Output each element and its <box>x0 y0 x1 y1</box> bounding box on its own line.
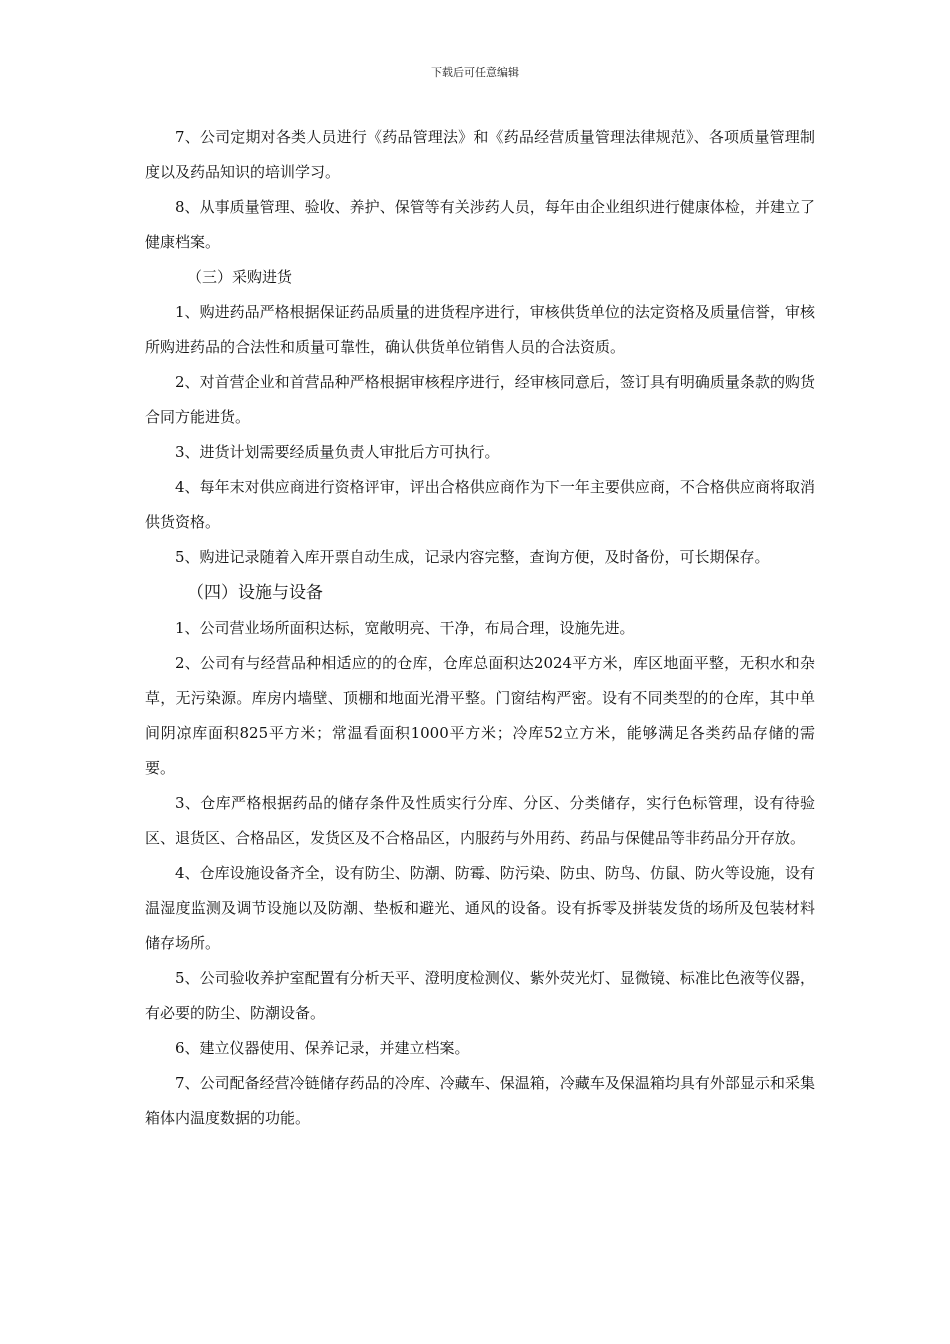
paragraph-facilities-1: 1、公司营业场所面积达标，宽敞明亮、干净，布局合理，设施先进。 <box>175 619 635 637</box>
section-heading-facilities: （四）设施与设备 <box>187 583 323 603</box>
paragraph-procurement-4: 4、每年末对供应商进行资格评审，评出合格供应商作为下一年主要供应商，不合格供应商将取消供货资格。 <box>145 478 815 531</box>
paragraph-procurement-5: 5、购进记录随着入库开票自动生成，记录内容完整，查询方便，及时备份，可长期保存。 <box>175 548 770 566</box>
paragraph-procurement-1: 1、购进药品严格根据保证药品质量的进货程序进行，审核供货单位的法定资格及质量信誉，审核所购进药品的合法性和质量可靠性，确认供货单位销售人员的合法资质。 <box>145 303 815 356</box>
paragraph-health-check: 8、从事质量管理、验收、养护、保管等有关涉药人员，每年由企业组织进行健康体检，并建立了健康档案。 <box>145 198 815 251</box>
paragraph-facilities-7: 7、公司配备经营冷链储存药品的冷库、冷藏车、保温箱，冷藏车及保温箱均具有外部显示和采集箱体内温度数据的功能。 <box>145 1074 815 1127</box>
paragraph-facilities-2: 2、公司有与经营品种相适应的的仓库，仓库总面积达2024平方米，库区地面平整，无积水和杂草，无污染源。库房内墙壁、顶棚和地面光滑平整。门窗结构严密。设有不同类型的的仓库，其中单间阴凉库面积825平方米；常温看面积1000平方米；冷库52立方米，能够满足各类药品存储的需要。 <box>145 654 815 777</box>
paragraph-facilities-5: 5、公司验收养护室配置有分析天平、澄明度检测仪、紫外荧光灯、显微镜、标准比色液等仪器，有必要的防尘、防潮设备。 <box>145 969 815 1022</box>
paragraph-facilities-4: 4、仓库设施设备齐全，设有防尘、防潮、防霉、防污染、防虫、防鸟、仿鼠、防火等设施，设有温湿度监测及调节设施以及防潮、垫板和避光、通风的设备。设有拆零及拼装发货的场所及包装材料储存场所。 <box>145 864 815 952</box>
page-header-note: 下载后可任意编辑 <box>431 66 519 79</box>
section-heading-procurement: （三）采购进货 <box>187 268 293 286</box>
paragraph-facilities-3: 3、仓库严格根据药品的储存条件及性质实行分库、分区、分类储存，实行色标管理，设有待验区、退货区、合格品区，发货区及不合格品区，内服药与外用药、药品与保健品等非药品分开存放。 <box>145 794 815 847</box>
document-body <box>145 120 815 1136</box>
paragraph-procurement-3: 3、进货计划需要经质量负责人审批后方可执行。 <box>175 443 500 461</box>
paragraph-training: 7、公司定期对各类人员进行《药品管理法》和《药品经营质量管理法律规范》、各项质量管理制度以及药品知识的培训学习。 <box>145 128 815 181</box>
paragraph-procurement-2: 2、对首营企业和首营品种严格根据审核程序进行，经审核同意后，签订具有明确质量条款的购货合同方能进货。 <box>145 373 815 426</box>
paragraph-facilities-6: 6、建立仪器使用、保养记录，并建立档案。 <box>175 1039 470 1057</box>
